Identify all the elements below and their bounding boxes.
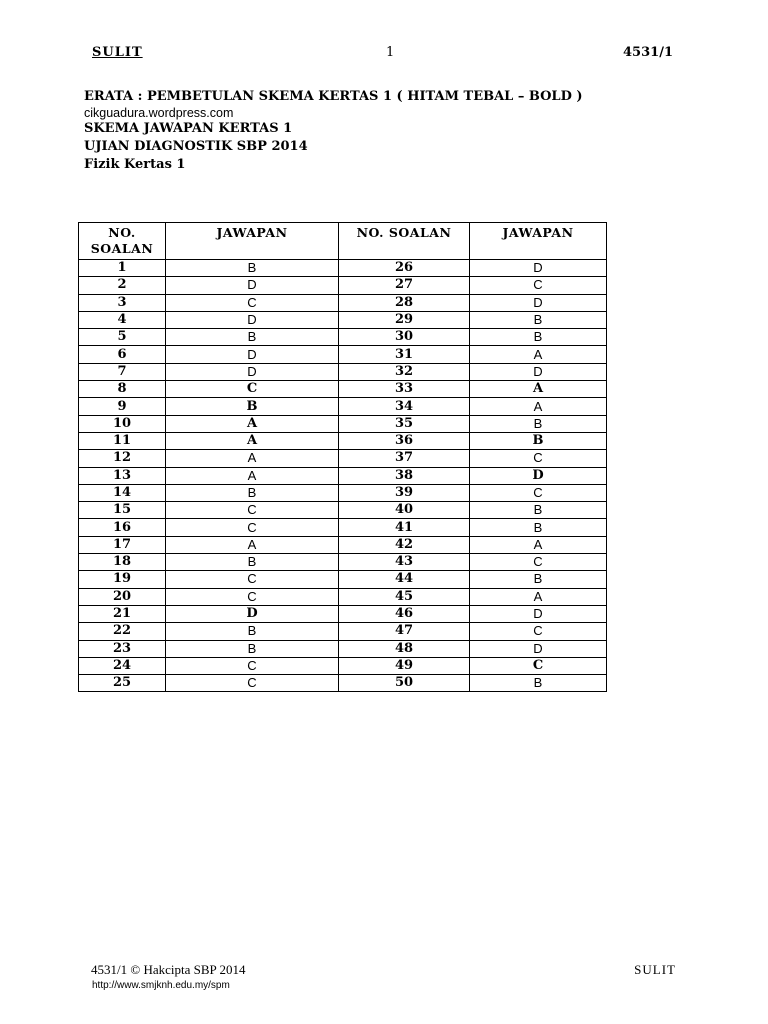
answer-cell: B: [470, 519, 607, 536]
question-number: 8: [79, 381, 166, 398]
col-header-jawapan-2: JAWAPAN: [470, 223, 607, 260]
question-number: 28: [339, 294, 470, 311]
question-number: 33: [339, 381, 470, 398]
table-row: [79, 415, 607, 432]
table-row: [79, 640, 607, 657]
question-number: 32: [339, 363, 470, 380]
question-number: 48: [339, 640, 470, 657]
question-number: 12: [79, 450, 166, 467]
question-number: 2: [79, 277, 166, 294]
question-number: 9: [79, 398, 166, 415]
table-row: [79, 346, 607, 363]
question-number: 29: [339, 311, 470, 328]
answer-cell: A: [166, 536, 339, 553]
question-number: 50: [339, 675, 470, 692]
question-number: 43: [339, 554, 470, 571]
answer-cell: C: [470, 484, 607, 501]
answer-cell: B: [166, 398, 339, 415]
question-number: 46: [339, 605, 470, 622]
answer-cell: A: [166, 432, 339, 449]
question-number: 17: [79, 536, 166, 553]
answer-cell: D: [166, 277, 339, 294]
col-header-no-soalan-2: NO. SOALAN: [339, 223, 470, 260]
footer-sulit: SULIT: [634, 962, 676, 977]
answer-cell: B: [166, 623, 339, 640]
table-row: [79, 260, 607, 277]
question-number: 42: [339, 536, 470, 553]
question-number: 21: [79, 605, 166, 622]
question-number: 47: [339, 623, 470, 640]
question-number: 37: [339, 450, 470, 467]
question-number: 4: [79, 311, 166, 328]
question-number: 13: [79, 467, 166, 484]
answer-cell: B: [470, 571, 607, 588]
question-number: 10: [79, 415, 166, 432]
table-header-row: [79, 223, 607, 260]
question-number: 11: [79, 432, 166, 449]
answer-cell: A: [166, 415, 339, 432]
answer-table-body: [79, 260, 607, 692]
answer-cell: D: [470, 363, 607, 380]
question-number: 25: [79, 675, 166, 692]
question-number: 49: [339, 657, 470, 674]
header-paper-code: 4531/1: [623, 45, 673, 60]
question-number: 1: [79, 260, 166, 277]
answer-cell: B: [166, 554, 339, 571]
answer-cell: D: [470, 294, 607, 311]
answer-cell: D: [470, 467, 607, 484]
question-number: 18: [79, 554, 166, 571]
answer-cell: B: [470, 432, 607, 449]
footer-copyright: 4531/1 © Hakcipta SBP 2014: [91, 962, 246, 977]
answer-cell: D: [166, 363, 339, 380]
question-number: 35: [339, 415, 470, 432]
answer-cell: A: [470, 346, 607, 363]
page-number: 1: [386, 45, 395, 60]
scheme-title: SKEMA JAWAPAN KERTAS 1: [84, 121, 293, 136]
answer-cell: B: [166, 260, 339, 277]
question-number: 31: [339, 346, 470, 363]
answer-cell: A: [470, 588, 607, 605]
exam-title: UJIAN DIAGNOSTIK SBP 2014: [84, 139, 308, 154]
table-row: [79, 623, 607, 640]
answer-cell: D: [166, 605, 339, 622]
table-row: [79, 329, 607, 346]
col-header-jawapan-1: JAWAPAN: [166, 223, 339, 260]
answer-cell: C: [470, 450, 607, 467]
answer-cell: B: [166, 329, 339, 346]
answer-cell: C: [166, 657, 339, 674]
answer-cell: C: [166, 571, 339, 588]
table-row: [79, 588, 607, 605]
answer-cell: C: [470, 623, 607, 640]
table-row: [79, 432, 607, 449]
table-row: [79, 311, 607, 328]
table-row: [79, 363, 607, 380]
answer-cell: A: [470, 536, 607, 553]
question-number: 22: [79, 623, 166, 640]
footer-url: http://www.smjknh.edu.my/spm: [92, 980, 230, 991]
question-number: 40: [339, 502, 470, 519]
answer-cell: D: [470, 640, 607, 657]
answer-cell: A: [470, 398, 607, 415]
question-number: 44: [339, 571, 470, 588]
table-row: [79, 467, 607, 484]
col-header-no-soalan-1: NO. SOALAN: [79, 223, 166, 260]
table-row: [79, 277, 607, 294]
question-number: 7: [79, 363, 166, 380]
question-number: 6: [79, 346, 166, 363]
question-number: 19: [79, 571, 166, 588]
header-sulit: SULIT: [92, 45, 143, 60]
site-text: cikguadura.wordpress.com: [84, 106, 234, 120]
question-number: 14: [79, 484, 166, 501]
question-number: 27: [339, 277, 470, 294]
table-row: [79, 484, 607, 501]
question-number: 26: [339, 260, 470, 277]
table-row: [79, 294, 607, 311]
erata-title: ERATA : PEMBETULAN SKEMA KERTAS 1 ( HITAM TEBAL – BOLD ): [84, 89, 583, 104]
question-number: 23: [79, 640, 166, 657]
question-number: 15: [79, 502, 166, 519]
answer-cell: D: [470, 605, 607, 622]
question-number: 36: [339, 432, 470, 449]
answer-cell: C: [470, 277, 607, 294]
question-number: 16: [79, 519, 166, 536]
answer-cell: C: [166, 381, 339, 398]
answer-cell: D: [166, 346, 339, 363]
table-row: [79, 657, 607, 674]
question-number: 41: [339, 519, 470, 536]
question-number: 39: [339, 484, 470, 501]
table-row: [79, 675, 607, 692]
answer-cell: B: [470, 502, 607, 519]
answer-cell: C: [166, 294, 339, 311]
answer-cell: C: [470, 657, 607, 674]
table-row: [79, 381, 607, 398]
answer-table: [78, 222, 607, 692]
table-row: [79, 519, 607, 536]
table-row: [79, 502, 607, 519]
answer-cell: D: [470, 260, 607, 277]
question-number: 20: [79, 588, 166, 605]
answer-cell: B: [470, 415, 607, 432]
question-number: 3: [79, 294, 166, 311]
answer-cell: C: [470, 554, 607, 571]
answer-cell: B: [470, 329, 607, 346]
title-block: [84, 88, 583, 174]
answer-cell: B: [470, 311, 607, 328]
table-row: [79, 554, 607, 571]
table-row: [79, 605, 607, 622]
answer-cell: C: [166, 675, 339, 692]
answer-cell: C: [166, 588, 339, 605]
question-number: 34: [339, 398, 470, 415]
answer-cell: D: [166, 311, 339, 328]
question-number: 30: [339, 329, 470, 346]
table-row: [79, 398, 607, 415]
answer-cell: B: [166, 484, 339, 501]
question-number: 24: [79, 657, 166, 674]
table-row: [79, 571, 607, 588]
answer-cell: A: [166, 467, 339, 484]
table-row: [79, 536, 607, 553]
question-number: 38: [339, 467, 470, 484]
table-row: [79, 450, 607, 467]
answer-cell: A: [166, 450, 339, 467]
answer-cell: A: [470, 381, 607, 398]
answer-cell: B: [166, 640, 339, 657]
question-number: 5: [79, 329, 166, 346]
subject-title: Fizik Kertas 1: [84, 157, 186, 172]
question-number: 45: [339, 588, 470, 605]
answer-cell: C: [166, 519, 339, 536]
answer-cell: C: [166, 502, 339, 519]
answer-cell: B: [470, 675, 607, 692]
